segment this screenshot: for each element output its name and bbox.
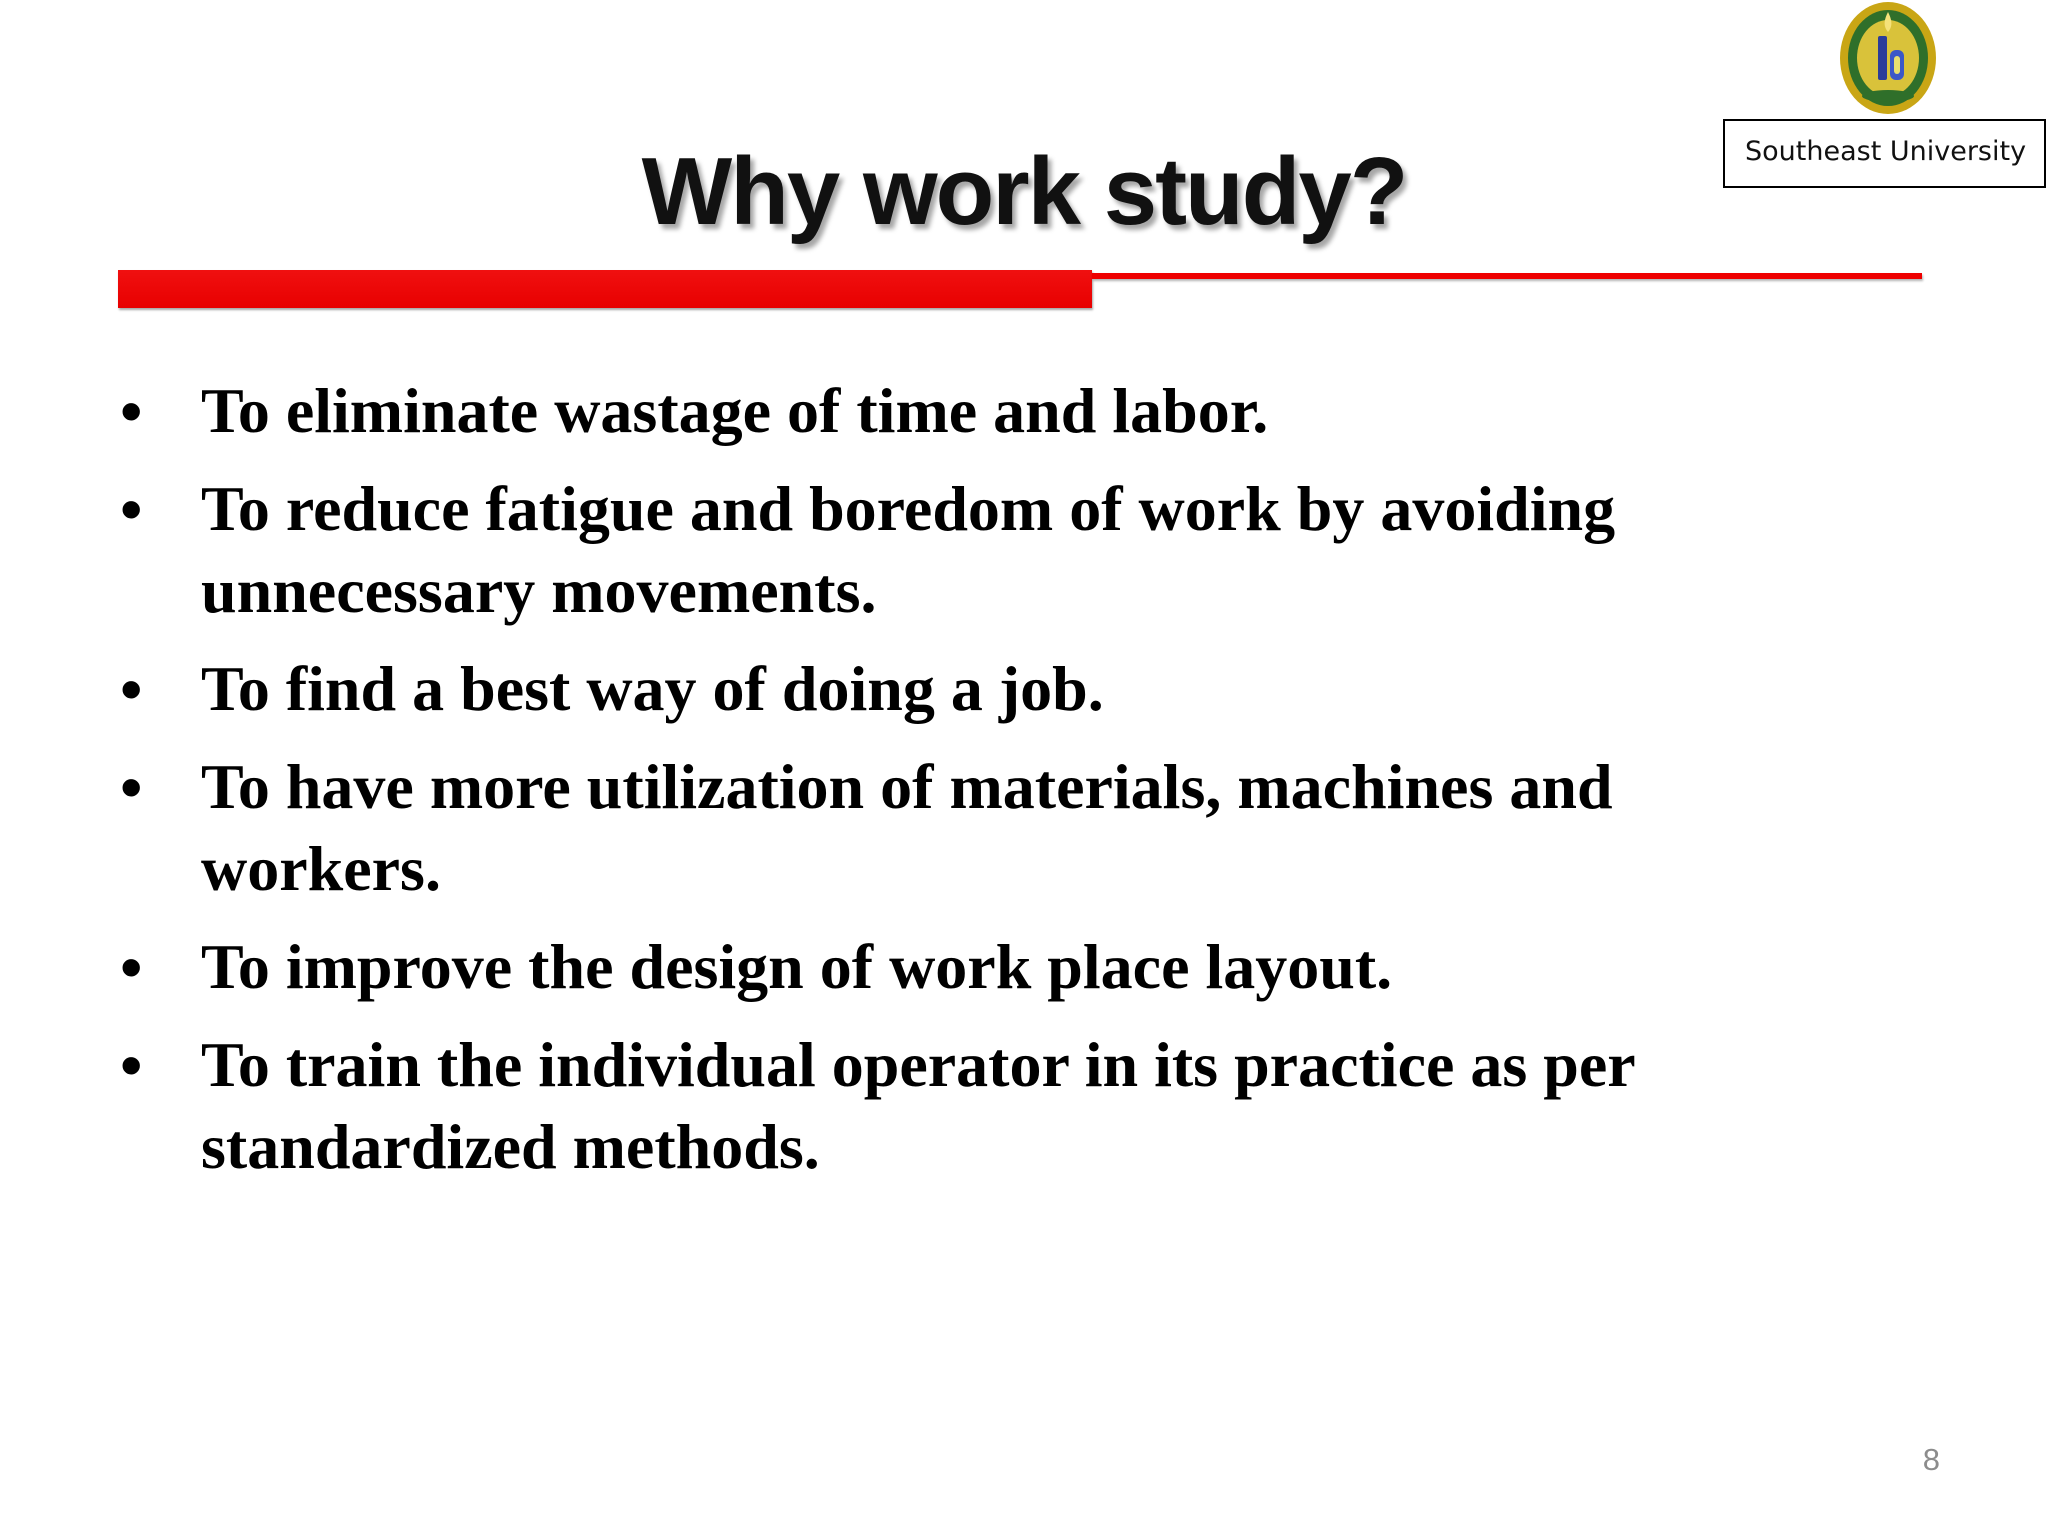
slide-title: Why work study? xyxy=(641,138,1407,245)
list-item xyxy=(118,648,1798,730)
list-item xyxy=(118,1024,1798,1188)
title-underline-thick xyxy=(118,270,1092,308)
bullet-icon: • xyxy=(120,473,143,545)
list-item xyxy=(118,468,1798,632)
bullet-icon: • xyxy=(120,653,143,725)
title-underline-thin xyxy=(1092,273,1922,279)
bullet-icon: • xyxy=(120,375,143,447)
bullet-list xyxy=(118,370,1798,1204)
bullet-text: To improve the design of work place layout. xyxy=(201,931,1393,1002)
bullet-text: To train the individual operator in its practice as per standardized methods. xyxy=(201,1029,1635,1182)
bullet-icon: • xyxy=(120,1029,143,1101)
list-item xyxy=(118,370,1798,452)
university-seal-icon xyxy=(1838,0,1938,116)
bullet-icon: • xyxy=(120,931,143,1003)
list-item xyxy=(118,746,1798,910)
bullet-text: To eliminate wastage of time and labor. xyxy=(201,375,1269,446)
bullet-text: To have more utilization of materials, machines and workers. xyxy=(201,751,1613,904)
institution-label: Southeast University xyxy=(1723,119,2046,188)
bullet-icon: • xyxy=(120,751,143,823)
page-number: 8 xyxy=(1922,1442,1940,1477)
list-item xyxy=(118,926,1798,1008)
bullet-text: To reduce fatigue and boredom of work by avoiding unnecessary movements. xyxy=(201,473,1616,626)
bullet-text: To find a best way of doing a job. xyxy=(201,653,1104,724)
